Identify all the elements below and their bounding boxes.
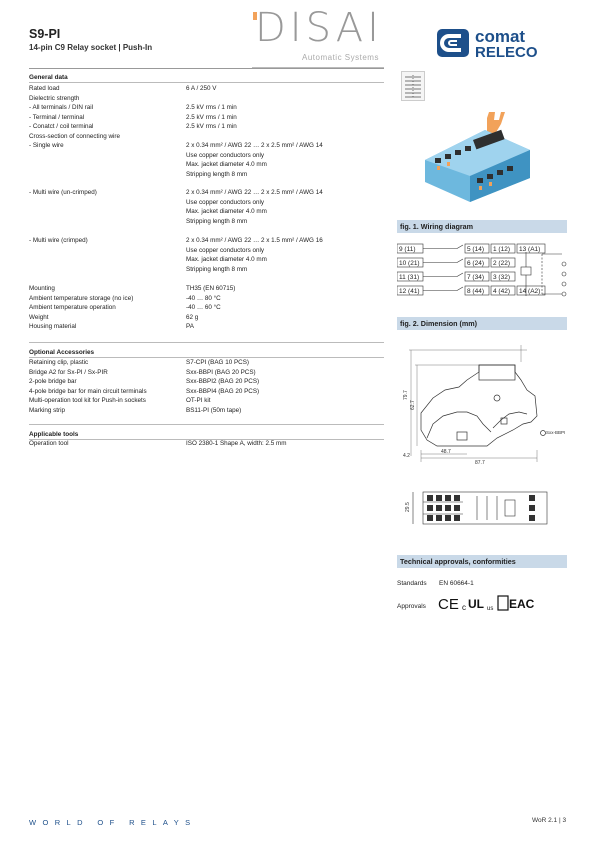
accessory-key: 4-pole bridge bar for main circuit terminals	[29, 387, 147, 395]
terminal-pin	[529, 495, 535, 501]
dim-small-label: 4.2	[403, 453, 410, 459]
general-data-value: 2 x 0.34 mm² / AWG 22 … 2 x 1.5 mm² / AWG 16	[186, 237, 323, 244]
fig2-title-bar: fig. 2. Dimension (mm)	[397, 317, 567, 330]
ce-mark-icon: CE	[438, 596, 459, 613]
general-data-value: 2 x 0.34 mm² / AWG 22 … 2 x 2.5 mm² / AWG 14	[186, 142, 323, 149]
approvals-label: Approvals	[397, 603, 426, 610]
standards-value: EN 60664-1	[439, 580, 474, 587]
terminal-label: 4 (42)	[493, 288, 510, 295]
general-data-value: PA	[186, 323, 194, 330]
accessory-value: BS11-PI (50m tape)	[186, 407, 242, 414]
terminal-pin	[445, 515, 451, 521]
general-data-key: - Terminal / terminal	[29, 113, 85, 121]
terminal-label: 1 (12)	[493, 246, 510, 253]
tool-value: ISO 2380-1 Shape A, width: 2.5 mm	[186, 440, 287, 447]
releco-logo-text: RELECO	[475, 44, 538, 59]
terminal-pin	[454, 495, 460, 501]
dim-w2-label: 87.7	[475, 460, 485, 466]
accessory-key: 2-pole bridge bar	[29, 378, 77, 386]
terminal-pin	[454, 515, 460, 521]
fig1-title-bar: fig. 1. Wiring diagram	[397, 220, 567, 233]
standards-label: Standards	[397, 580, 427, 587]
accessory-value: OT-PI kit	[186, 397, 211, 405]
terminal-pin	[436, 515, 442, 521]
wire-line	[457, 245, 463, 249]
approvals-title-bar: Technical approvals, conformities	[397, 555, 567, 568]
general-data-key: Housing material	[29, 323, 77, 330]
terminal-label: 3 (32)	[493, 274, 510, 281]
terminal-pin	[427, 515, 433, 521]
tools-heading: Applicable tools	[29, 431, 79, 438]
terminal-label: 7 (34)	[467, 274, 484, 281]
dim-width-label: 62.7	[410, 400, 416, 410]
comat-releco-logo	[437, 27, 567, 59]
wire-line	[457, 259, 463, 263]
disai-tagline: Automatic Systems	[302, 53, 379, 62]
dimension-drawing-top	[397, 488, 567, 530]
product-subtitle: 14-pin C9 Relay socket | Push-In	[29, 43, 153, 52]
general-data-key: Dielectric strength	[29, 94, 80, 102]
general-data-key: Ambient temperature storage (no ice)	[29, 294, 134, 302]
cul-c-text: c	[462, 603, 466, 612]
accessories-heading: Optional Accessories	[29, 349, 95, 356]
accessory-value: Sxx-BBPI (BAG 20 PCS)	[186, 368, 256, 376]
terminal-label: 5 (14)	[467, 246, 484, 253]
general-data-value: Use copper conductors only	[186, 198, 265, 206]
wire-line	[457, 287, 463, 291]
terminal-label: 14 (A2)	[519, 288, 541, 295]
general-data-key: Rated load	[29, 85, 60, 92]
product-photo	[415, 110, 540, 205]
terminal-label: 6 (24)	[467, 260, 484, 267]
general-data-value: Stripping length 8 mm	[186, 170, 248, 178]
footer-page-ref: WoR 2.1 | 3	[532, 817, 567, 824]
terminal-pin	[427, 505, 433, 511]
general-data-value: 2.5 kV rms / 1 min	[186, 113, 237, 121]
accessory-key: Marking strip	[29, 407, 66, 414]
general-data-value: 6 A / 250 V	[186, 85, 217, 92]
wiring-diagram	[397, 240, 572, 304]
cul-us-text: us	[487, 606, 494, 612]
terminal-label: 11 (31)	[399, 274, 420, 281]
ul-mark-icon: UL	[468, 597, 484, 611]
schematic-symbol-icon	[401, 71, 425, 101]
terminal-pin	[436, 505, 442, 511]
general-data-key: Mounting	[29, 285, 55, 292]
terminal-pin	[454, 505, 460, 511]
terminal-label: 9 (11)	[399, 246, 416, 253]
general-data-value: -40 … 80 °C	[186, 294, 221, 302]
general-data-key: Weight	[29, 313, 49, 321]
accessory-value: Sxx-BBPI4 (BAG 20 PCS)	[186, 387, 260, 395]
general-data-value: Use copper conductors only	[186, 246, 265, 254]
terminal-pin	[445, 505, 451, 511]
eac-box-icon	[498, 596, 508, 610]
general-data-heading: General data	[29, 74, 68, 81]
disai-logo: DISAI	[255, 5, 383, 51]
general-data-key: - All terminals / DIN rail	[29, 104, 94, 111]
general-data-value: 2 x 0.34 mm² / AWG 22 … 2 x 2.5 mm² / AWG 14	[186, 189, 323, 196]
general-data-value: 2.5 kV rms / 1 min	[186, 123, 237, 130]
accessory-key: Bridge A2 for Sx-PI / Sx-PIR	[29, 368, 108, 376]
dim-h2-label: 48.7	[441, 449, 451, 455]
accessory-value: S7-CPI (BAG 10 PCS)	[186, 359, 249, 366]
terminal-pin	[427, 495, 433, 501]
general-data-value: Max. jacket diameter 4.0 mm	[186, 161, 267, 168]
general-data-value: 2.5 kV rms / 1 min	[186, 104, 237, 111]
footer-tagline: WORLD OF RELAYS	[29, 818, 197, 827]
general-data-value: Use copper conductors only	[186, 151, 265, 159]
general-data-value: -40 … 60 °C	[186, 304, 221, 311]
accessory-value: Sxx-BBPI2 (BAG 20 PCS)	[186, 378, 260, 386]
general-data-value: TH35 (EN 60715)	[186, 285, 236, 292]
dim-depth-label: 29.5	[405, 502, 411, 512]
bridge-label: Sxx-BBPI	[546, 430, 566, 435]
terminal-label: 2 (22)	[493, 260, 510, 267]
terminal-pin	[436, 495, 442, 501]
approval-marks	[438, 593, 538, 613]
general-data-value: Max. jacket diameter 4.0 mm	[186, 256, 267, 263]
section-divider	[29, 342, 384, 343]
dim-height-label: 79.7	[403, 390, 409, 400]
comat-logo-text: comat	[475, 27, 526, 46]
general-data-value: Stripping length 8 mm	[186, 265, 248, 273]
product-title: S9-PI	[29, 27, 61, 41]
general-data-key: - Multi wire (crimped)	[29, 237, 88, 244]
terminal-pin	[445, 495, 451, 501]
accessory-key: Multi-operation tool kit for Push-in sockets	[29, 397, 146, 405]
dimension-drawing-side	[397, 340, 567, 468]
terminal-label: 12 (41)	[399, 288, 420, 295]
accessory-key: Retaining clip, plastic	[29, 359, 89, 366]
general-data-value: Stripping length 8 mm	[186, 217, 248, 225]
tool-key: Operation tool	[29, 440, 69, 447]
eac-mark-icon: EAC	[509, 597, 535, 611]
general-data-key: Cross-section of connecting wire	[29, 132, 120, 140]
terminal-pin	[529, 505, 535, 511]
terminal-pin	[529, 515, 535, 521]
general-data-key: - Multi wire (un-crimped)	[29, 189, 97, 196]
header-rule	[29, 68, 384, 69]
terminal-label: 8 (44)	[467, 288, 484, 295]
general-data-key: - Conatct / coil terminal	[29, 123, 94, 130]
terminal-label: 10 (21)	[399, 260, 420, 267]
general-data-value: 62 g	[186, 313, 199, 321]
general-data-key: - Single wire	[29, 142, 64, 149]
wire-line	[457, 273, 463, 277]
general-data-value: Max. jacket diameter 4.0 mm	[186, 208, 267, 215]
section-divider	[29, 424, 384, 425]
general-data-key: Ambient temperature operation	[29, 304, 116, 311]
terminal-label: 13 (A1)	[519, 246, 541, 253]
general-data-rule	[29, 82, 384, 83]
